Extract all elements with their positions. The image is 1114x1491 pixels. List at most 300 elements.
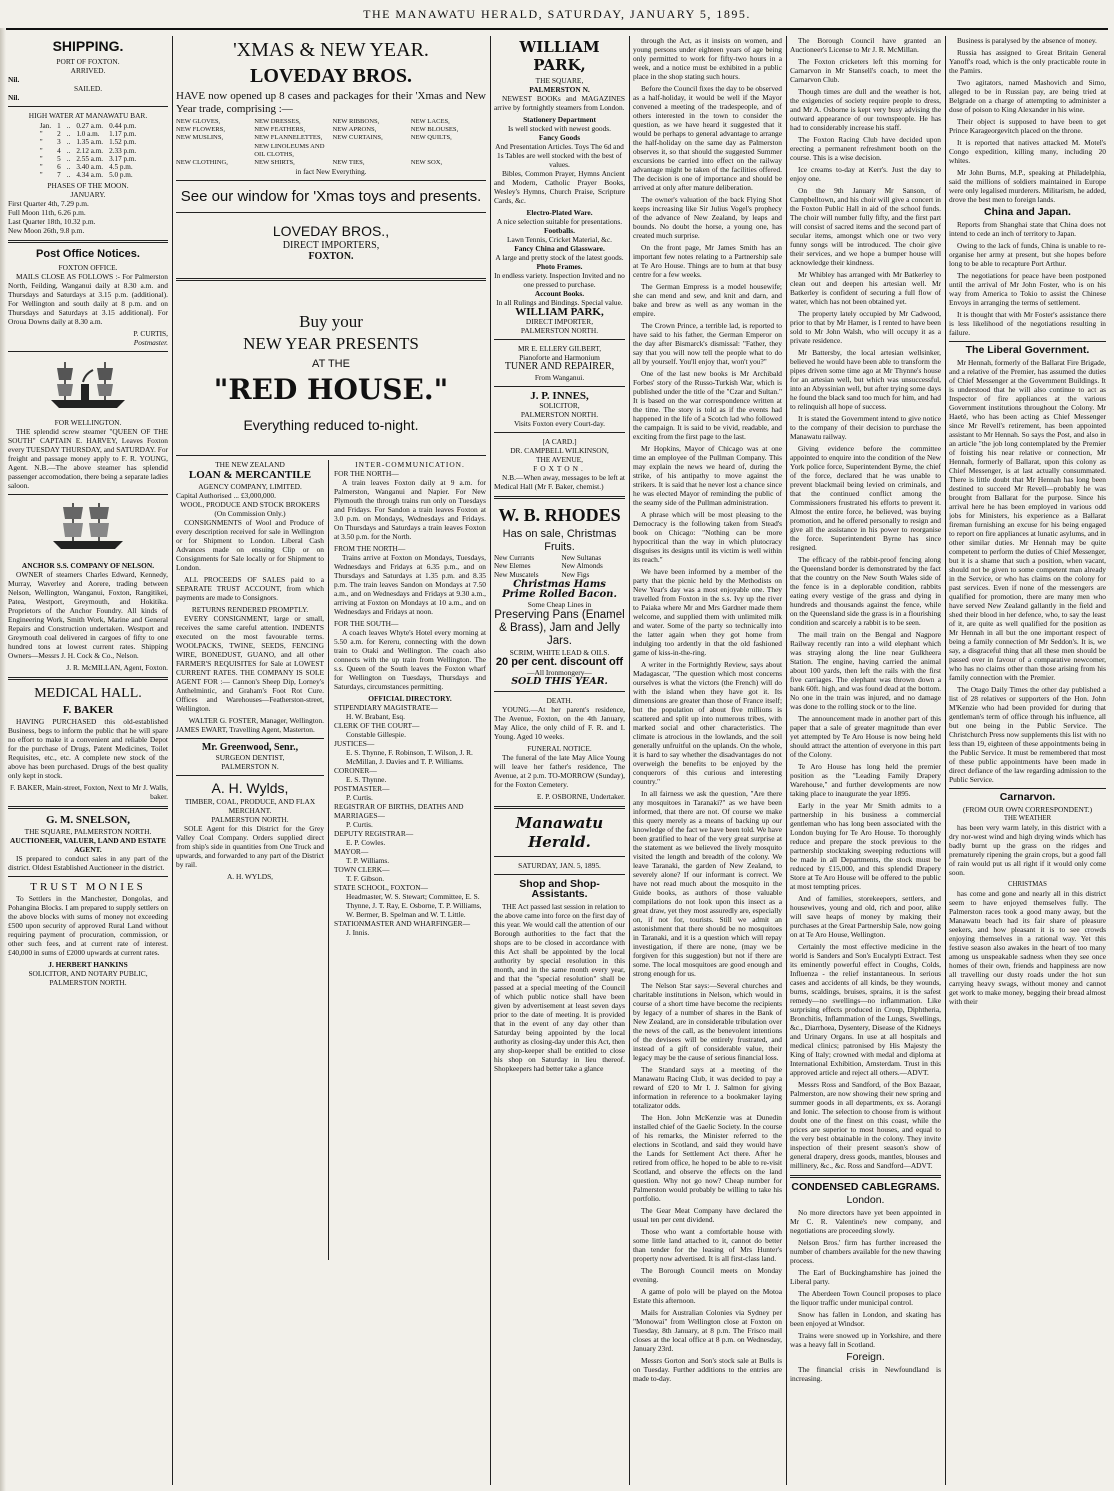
steamer-ship-icon <box>45 356 131 414</box>
window-text: See our window for 'Xmas toys and presents. <box>180 188 482 206</box>
fancy-text: And Presentation Articles. Toys The 6d and 1s Tables are well stocked with the best of values. <box>495 142 624 169</box>
news-paragraph: The Foxton Racing Club have decided upon erecting a permanent refreshment booth on the course. This is a wise decision. <box>790 135 941 162</box>
sailing-ship-icon <box>45 499 131 557</box>
tide-cell: 0.44 p.m. <box>109 122 137 130</box>
snelson-text: IS prepared to conduct sales in any part of the district. Oldest Established Auctioneer in the district. <box>8 854 168 873</box>
wylds-town: PALMERSTON NORTH. <box>211 815 289 825</box>
importers-town: FOXTON. <box>308 250 354 262</box>
sold-text: SOLD THIS YEAR. <box>511 675 608 687</box>
anchor-heading: ANCHOR S.S. COMPANY OF NELSON. <box>21 561 155 571</box>
column-2-lower <box>176 460 486 1260</box>
cable-paragraph: Snow has fallen in London, and skating has been enjoyed at Windsor. <box>790 1310 941 1328</box>
news-paragraph: The Nelson Star says:—Several churches and charitable institutions in Nelson, which would in course of a short time have become the recipients by legacy of a number of shares in the Bank of New Zealand, are in considerable tribulation over the news of the call, as the benevolent intentions of the devisees will be entirely frustrated, and instead of a gift of considerable value, their legacy may be the cause of serious financial loss. <box>633 981 782 1062</box>
tide-cell: " <box>39 138 43 147</box>
news-paragraph: The owner's valuation of the back Flying Shot keeps increasing like Sir Julius Vogel's prophecy of the advance of New Zealand, by leaps and bounds. No doubt the horse, a young one, has created much surprise. <box>633 195 782 240</box>
column-5 <box>790 36 941 1485</box>
moon-heading: PHASES OF THE MOON. <box>47 181 129 191</box>
anchor-sign: J. R. McMILLAN, Agent, Foxton. <box>66 663 168 673</box>
scrim-text: SCRIM, WHITE LEAD & OILS. <box>509 648 610 658</box>
tide-heading: HIGH WATER AT MANAWATU BAR. <box>28 111 148 120</box>
directory-role: TOWN CLERK— <box>334 864 390 874</box>
divider <box>790 1175 941 1178</box>
christmas-heading: CHRISTMAS <box>1008 881 1047 888</box>
football-text: Lawn Tennis, Cricket Material, &c. <box>506 235 613 244</box>
china-text: A large and pretty stock of the latest goods. <box>495 253 624 262</box>
post-office-subheading: FOXTON OFFICE. <box>58 263 118 273</box>
weather-heading: THE WEATHER <box>1003 815 1052 822</box>
goods-item: NEW SOX, <box>410 159 443 167</box>
post-office-heading: Post Office Notices. <box>36 248 140 261</box>
tide-cell: 1.17 p.m. <box>109 130 137 139</box>
snelson-heading: G. M. SNELSON, <box>45 814 131 827</box>
greenwood-sub: SURGEON DENTIST, <box>215 753 285 763</box>
news-paragraph: Certainly the most effective medicine in the world is Sanders and Son's Eucalypti Extract. Test its eminently powerful effect in Coughs, Colds, Influenza - the relief instantaneous. In serious cases and accidents of all kinds, be they wounds, burns, scaldings, bruises, sprains, it is the safest remedy—no swellings—no inflammation. Like surprising effects produced in Croup, Diphtheria, Bronchitis, Inflammation of the Lungs, Swellings, &c., Diarrhoea, Dysentery, Disease of the Kidneys and Urinary Organs. In use at all hospitals and medical clinics; patronised by His Majesty the King of Italy; crowned with medal and diploma at International Exhibition, Amsterdam. Trust in this approved article and reject all others.—ADVT. <box>790 942 941 1077</box>
stationery-heading: Stationery Department <box>523 115 596 124</box>
foreign-text: The financial crisis in Newfoundland is increasing. <box>790 1365 941 1383</box>
news-paragraph: One of the last new books is Mr Archibald Forbes' story of the Russo-Turkish War, which is published under the title of the "Czar and Sultan." It is based on the war correspondence written at the time. The story is told as if the events had happened in the life of a Scotch lad who followed the campaign. It is said to be vivid, readable, and exciting from the first page to the last. <box>633 369 782 441</box>
hankins-sign: J. HERBERT HANKINS <box>48 960 128 970</box>
loan-agency-ad <box>176 460 324 881</box>
tide-cell: 5.0 p.m. <box>109 171 133 180</box>
divider <box>8 240 168 243</box>
loan-sign: WALTER G. FOSTER, Manager, Wellington. <box>188 715 324 725</box>
goods-item: NEW GLOVES, <box>176 118 221 125</box>
death-heading: DEATH. <box>546 695 573 705</box>
carnarvon-sub: (FROM OUR OWN CORRESPONDENT.) <box>962 805 1093 814</box>
wylds-sign: A. H. WYLDS, <box>226 872 274 882</box>
red-house-name: "RED HOUSE." <box>213 372 449 406</box>
column-rule <box>490 36 491 1485</box>
electro-heading: Electro-Plated Ware. <box>526 208 593 217</box>
cable-paragraph: The Earl of Buckinghamshire has joined the Liberal party. <box>790 1268 941 1286</box>
goods-item <box>176 143 251 159</box>
divider <box>494 432 625 433</box>
greenwood-town: PALMERSTON N. <box>221 762 279 772</box>
importers-sub: DIRECT IMPORTERS, <box>282 240 380 252</box>
news-paragraph: The Foxton cricketers left this morning for Carnarvon in Mr Stansell's coach, to meet the Carnarvon Club. <box>790 57 941 84</box>
loveday-heading: LOVEDAY BROS. <box>250 65 412 87</box>
divider <box>8 876 168 877</box>
loan-wool: WOOL, PRODUCE AND STOCK BROKERS <box>180 499 320 509</box>
tide-row <box>37 122 139 130</box>
loan-capital: Capital Authorised ... £3,000,000. <box>176 490 276 500</box>
moon-phase-item: New Moon 26th, 9.8 p.m. <box>8 226 85 236</box>
news-paragraph: Ice creams to-day at Kerr's. Just the day to enjoy one. <box>790 165 941 183</box>
directory-name: P. Curtis. <box>346 819 373 829</box>
tide-cell: 3.17 p.m. <box>109 154 137 163</box>
news-paragraph: Though times are dull and the weather is hot, the exigencies of society require people to dress, and Mr A. Osborne is kept very busy advising the outward appearance of our townspeople. He has had to considerably increase his staff. <box>790 87 941 132</box>
news-paragraph: The efficacy of the rabbit-proof fencing along the Queensland border is demonstrated by the fact that the country on the New South Wales side of the fence is in a deplorable condition, rabbits eating every vestige of the grass and dying in hundreds and thousands against the fence, while on the Queensland side the grass is in a flourishing condition and scarcely a rabbit is to be seen. <box>790 555 941 627</box>
divider <box>176 775 324 776</box>
tide-cell: 2 <box>57 130 61 139</box>
inter-from-north-label: FROM THE NORTH— <box>334 543 406 553</box>
shipping-heading: SHIPPING. <box>52 38 124 54</box>
tide-cell: " <box>39 171 43 180</box>
carnarvon-heading: Carnarvon. <box>999 791 1056 803</box>
cable-paragraph: Mr John Burns, M.P., speaking at Philadelphia, said the millions of soldiers maintained in Europe were only legalised murderers. Militarism, he added, drove the best men to foreign lands. <box>949 168 1106 204</box>
stationery-text: Is well stocked with newest goods. <box>507 124 612 133</box>
park-heading: WILLIAM PARK, <box>519 38 600 74</box>
death-text: YOUNG.—At her parent's residence, The Avenue, Foxton, on the 4th January, May Alice, the only child of F. R. and I. Young. Aged 10 weeks. <box>494 704 625 741</box>
trust-monies-text: To Settlers in the Manchester, Dongolas, and Pohangina Blocks. I am prepared to supply settlers on the above blocks with sums of money not exceeding £500 upon security of approved Rural Land without requiring payment of procuration, commission, or other such fees, and at current rate of interest. £40,000 in sums of £2000 upwards at current rates. <box>8 894 168 958</box>
loveday-intro: HAVE now opened up 8 cases and packages for their 'Xmas and New Year trade, comprising :— <box>176 90 486 115</box>
goods-item <box>411 143 486 159</box>
divider <box>494 339 625 340</box>
news-paragraph: The property lately occupied by Mr Cadwood, prior to that by Mr Hamer, is I rented to have been sold to Mr John Walsh, who will occupy it as a private residence. <box>790 309 941 345</box>
tide-cell: 6 <box>57 163 61 172</box>
news-paragraph: Mr Hopkins, Mayor of Chicago was at one time an employee of the Pullman Company. This may explain the news we heard of, during the strike, of his antipathy to move against the strikers. It is said that he never lost a chance since he was elected Mayor of reminding the public of the seamy side of the Pullman administration. <box>633 444 782 507</box>
divider <box>494 691 625 692</box>
fruit-item: New Almonds <box>561 562 603 571</box>
goods-item: NEW LACES, <box>410 118 450 125</box>
page-fold-shadow <box>0 28 6 1491</box>
park-text: NEWEST BOOKs and MAGAZINES arrive by fortnightly steamers from London. <box>494 94 625 112</box>
news-paragraph: Before the Council fixes the day to be observed as a half-holiday, it would be well if the Mayor convened a meeting of the tradespeople, and of others interested in the town to consider the question, as we have heard it suggested that it would be perhaps to general advantage to arrange the half-holiday on the same day as Palmerston observes it, so that should the suggested Summer excursions be carried into effect on the railway advantage might be taken of the facilities offered. The decision is one of importance and should be arrived at only after mature deliberation. <box>633 84 782 192</box>
goods-list <box>176 118 486 167</box>
tide-cell: 1.0 a.m. <box>76 130 100 139</box>
directory-role: POSTMASTER— <box>334 783 390 793</box>
cable-paragraph: Owing to the lack of funds, China is unable to re-organise her army at present, but she hopes before long to be able to recapture Port Arthur. <box>949 241 1106 268</box>
photo-text: In endless variety. Inspection Invited and no one pressed to purchase. <box>494 271 625 289</box>
park-sub: THE SQUARE, <box>535 76 584 85</box>
masthead-rule <box>6 28 1108 30</box>
divider <box>176 455 486 456</box>
medical-hall-owner: F. BAKER <box>62 704 114 717</box>
loan-text-1: CONSIGNMENTS of Wool and Produce of every description received for sale in Wellington or for Shipment to London. Liberal Cash Advances made on ensuing Clip or on Consignments for Sale locally or for Shipment to London. <box>176 517 324 572</box>
divider <box>494 386 625 387</box>
news-paragraph: On the front page, Mr James Smith has an important few notes relating to a Partnership sale at Te Aro House. Things are to hum at that busy centre for a few weeks. <box>633 243 782 279</box>
innes-heading: J. P. INNES, <box>530 389 589 402</box>
tide-cell: 1 <box>57 122 61 130</box>
wylds-heading: A. H. Wylds, <box>211 780 289 797</box>
column-4 <box>633 36 782 1485</box>
park-town: PALMERSTON N. <box>529 85 590 94</box>
park2-heading: WILLIAM PARK, <box>515 306 604 318</box>
goods-tail: in fact New Everything. <box>295 167 367 177</box>
goods-item: NEW APRONS, <box>332 126 377 134</box>
presents-reduced: Everything reduced to-night. <box>243 416 419 433</box>
snelson-address: THE SQUARE, PALMERSTON NORTH. <box>24 827 152 837</box>
tide-cell: .. <box>66 130 71 139</box>
tide-cell: .. <box>66 163 71 172</box>
liberal-articles <box>949 358 1106 784</box>
news-paragraph: Mr Whibley has arranged with Mr Batkerley to clean out and deepen his artesian well. Mr Batkerley is confident of securing a full flow of water, which has not been obtained yet. <box>790 270 941 306</box>
directory-role: STIPENDIARY MAGISTRATE— <box>334 702 438 712</box>
goods-item: NEW QUILTS, <box>410 134 452 142</box>
inter-south-text: A coach leaves Whyte's Hotel every morning at 5.50 a.m. for Kereru, connecting with the down train to Otaki and Wellington. The coach also connects with the up train from Wellington. The s.s. Queen of the South leaves the Foxton wharf for Wellington on Tuesdays, Thursdays and Saturdays, circumstances permitting. <box>334 627 486 691</box>
directory-name: Headmaster, W. S. Stewart; Committee, E. S. Thynne, J. T. Ray, E. Osborne, T. P. Williams, W. Bermer, B. Spelman and W. T. Little. <box>346 891 482 919</box>
cable-paragraph: It is thought that with Mr Foster's assistance there is less likelihood of the negotiations resulting in failure. <box>949 310 1106 337</box>
wellington-heading: FOR WELLINGTON. <box>54 418 122 428</box>
news-paragraph: The mail train on the Bengal and Nagpore Railway recently ran into a wild elephant which was straying along the line near Gulkheera Station. The engine, having carried the animal about 100 yards, then left the rails with the first five carriages. The elephant was thrown down a bank 60ft. high, and was found dead at the bottom. No one in the train was injured, and no damage was done to the rolling stock or to the line. <box>790 630 941 711</box>
news-paragraph: Mr Battersby, the local artesian wellsinker, believed he would have been able to transform the pipes driven some time ago at Mr Thynne's house for an artesian well, but which was unsuccessful, into an Abyssinian well, but after trying some days he found the black sand too much for him, and had to relinquish all hope of success. <box>790 348 941 411</box>
news-paragraph: A phrase which will be most pleasing to the Democracy is the following taken from Stead's book on Chicago: "Nothing can be more hypocritical than the way in which plutocracy disguises its designs until its victim is well within its reach." <box>633 510 782 564</box>
news-paragraph: The Gear Meat Company have declared the usual ten per cent dividend. <box>633 1206 782 1224</box>
news-paragraph: The Standard says at a meeting of the Manawatu Racing Club, it was decided to pay a reward of £20 to Mr I. J. Salmon for giving information in reference to a bookmaker laying totalizator odds. <box>633 1065 782 1110</box>
innes-town: PALMERSTON NORTH. <box>520 409 599 419</box>
divider <box>8 106 168 107</box>
tide-cell: 2.33 p.m. <box>109 146 137 155</box>
divider <box>494 856 625 857</box>
column-rule <box>172 36 173 1485</box>
tide-cell: .. <box>66 122 71 130</box>
column-1 <box>8 36 168 1485</box>
china-japan-heading: China and Japan. <box>984 206 1071 218</box>
wylds-text: SOLE Agent for this District for the Grey Valley Coal Company. Orders supplied direct from ship's side in quantities from One Truck and upwards, and forwarded to any part of the District by rail. <box>176 824 324 870</box>
tide-cell: 7 <box>57 171 61 180</box>
inter-from-north-text: Trains arrive at Foxton on Mondays, Tuesdays, Wednesdays and Fridays at 6.35 p.m., and on Thursdays and Saturdays at 1.35 p.m. and 8.35 p.m. The train leaves Sandon on Mondays at 7.50 a.m., and on Wednesdays and Fridays at 9.30 a.m., arriving at Foxton on Mondays at 10 a.m., and on Wednesdays and Fridays at noon. <box>334 552 486 616</box>
directory-name: J. Innis. <box>346 927 370 937</box>
moon-phase-item: Full Moon 11th, 6.26 p.m. <box>8 208 86 218</box>
loan-commission: (On Commission Only.) <box>214 508 286 518</box>
directory-name: P. Curtis. <box>346 792 373 802</box>
divider <box>8 351 168 352</box>
funeral-heading: FUNERAL NOTICE. <box>527 743 592 753</box>
tide-cell: 1.52 p.m. <box>109 138 137 147</box>
gilbert-sub: Pianoforte and Harmonium <box>519 353 600 363</box>
arrived-label: ARRIVED. <box>70 66 106 75</box>
tide-cell: .. <box>66 154 71 163</box>
directory-role: DEPUTY REGISTRAR— <box>334 828 414 838</box>
tide-cell: .. <box>66 171 71 180</box>
news-paragraph: The Borough Council meets on Monday evening. <box>633 1266 782 1284</box>
innes-text: Visits Foxton every Court-day. <box>513 418 606 428</box>
presents-new-year: NEW YEAR PRESENTS <box>243 333 419 353</box>
presents-at-the: AT THE <box>312 357 350 370</box>
news-paragraph: Messrs Gorton and Son's stock sale at Bulls is on Tuesday. Further additions to the entries are made to-day. <box>633 1356 782 1383</box>
leader-heading: Shop and Shop-Assistants. <box>519 877 600 901</box>
funeral-text: The funeral of the late May Alice Young will leave her father's residence, The Avenue, at 2 p.m. TO-MORROW (Sunday), for the Foxton Cemetery. <box>494 752 625 789</box>
cable-paragraph: Russia has assigned to Great Britain General Yanoff's road, which is the only practicable route in the Pamirs. <box>949 48 1106 75</box>
anchor-text: OWNER of steamers Charles Edward, Kennedy, Murray, Waverley and Aorere, trading between Nelson, Wellington, Wanganui, Foxton, Rangitikei, Patea, Westport, Greymouth, and Hokitika. Proprietors of the Anchor Foundry. All kinds of Engineering Work, Smith Work, Marine and General Repairs and Construction undertaken. Westport and Greymouth coal delivered in cargoes of fifty to one hundred tons at lowest current rates. Shipping Owners—Messrs J. H. Cock & Co., Nelson. <box>8 570 168 661</box>
tide-cell: " <box>39 154 43 163</box>
loan-ewart: JAMES EWART, Travelling Agent, Masterton. <box>176 724 315 734</box>
divider <box>494 874 625 875</box>
medical-hall-text: HAVING PURCHASED this old-established Business, begs to inform the public that he will spare no effort to make it a convenient and reliable Depot for the purchase of Drugs, Patent Medicines, Toilet Requisites, etc., etc. A complete new stock of the above has been purchased. Drugs of the best quality only kept in stock. <box>8 717 168 781</box>
weather-text: has been very warm lately, in this district with a dry nor-west wind and high drying winds which has badly burnt up the grass on the ridges and prematurely ripening the grain crops, but a good fall of rain would put us all right if it would only come soon. <box>949 823 1106 877</box>
rhodes-heading: W. B. RHODES <box>498 504 621 525</box>
column-6 <box>949 36 1106 1485</box>
tide-cell: 4.5 p.m. <box>109 163 133 172</box>
liberal-heading: The Liberal Government. <box>965 344 1090 356</box>
directory-name: Constable Gillespie. <box>346 729 406 739</box>
loan-text-3: EVERY CONSIGNMENT, large or small, receives the same careful attention. INDENTS executed on the most favourable terms. WOOLPACKS, TWINE, SEEDS, FENCING WIRE, BONEDUST, GUANO, and all other FARMER'S REQUISITES for Sale at LOWEST CURRENT RATES. THE COMPANY IS SOLE AGENT FOR :— Cannon's Sheep Dip, Lorney's Anthelmintic, and Graham's Foot Rot Cure. Offices and Warehouses—Featherston-street, Wellington. <box>176 613 324 713</box>
fruit-item: New Figs <box>561 571 590 580</box>
column-rule <box>945 36 946 1485</box>
park2-sub: DIRECT IMPORTER, <box>525 317 594 327</box>
rhodes-sub: Has on sale, Christmas Fruits. <box>502 527 617 553</box>
cable-paragraph: The negotiations for peace have been postponed until the arrival of Mr John Foster, who is on his way from America to Tokio to assist the Chinese Envoys in arranging the terms of settlement. <box>949 271 1106 307</box>
tide-cell: 4 <box>57 146 61 155</box>
news-paragraph: We have been informed by a member of the party that the picnic held by the Methodists on New Year's day was a most enjoyable one. They travelled from Foxton in the s.s. Ivy up the river to Paiaka where Mr and Mrs Gardner made them welcome, and supplied them with unlimited milk and water. Some of the party so technically into the latter again when they got home from indulging too ardently in that the old fashioned game of kiss-in-the-ring. <box>633 567 782 657</box>
leader-text: THE Act passed last session in relation to the above came into force on the first day of this year. We would call the attention of our Borough authorities to the fact that the shops are to be closed in accordance with this Act shall be appointed by the local authority by special resolution in this month, and in the same month every year, and that the "special resolution" shall be passed at a special meeting of the Council of which public notice shall have been given by advertisement at least seven days prior to the date of meeting. It is provided that in the event of any day other than Saturday being appointed by the local authority as closing-day under this Act, then any shop-keeper shall be entitled to close his shop on Saturday in lieu thereof. Shopkeepers had better take a glance <box>494 902 625 1074</box>
divider <box>8 494 168 495</box>
tide-row <box>37 147 139 155</box>
tide-cell: " <box>39 163 43 172</box>
tide-cell: 5 <box>57 154 61 163</box>
news-paragraph: And of families, storekeepers, settlers, and housewives, young and old, rich and poor, alike will save heaps of money by making their purchases at the Great Partnership Sale, now going on at Te Aro House, Wellington. <box>790 894 941 939</box>
column-rule <box>786 36 787 1485</box>
divider <box>949 341 1106 342</box>
cable-paragraph: It is reported that natives attacked M. Motel's Congo expedition, killing many, including 20 whites. <box>949 138 1106 165</box>
divider <box>494 496 625 499</box>
directory-role: CORONER— <box>334 765 377 775</box>
news-paragraph: Giving evidence before the committee appointed to enquire into the condition of the New York police force, Superintendent Byrne, the chief of the force, declared that he was unable to prevent blackmail being levied on criminals, and that the continued conflict among the Commissioners frustrated his efforts to prevent it. Almost the entire force, he believed, was buying promotion, and he offered personally to resign and give all the assistance in his power to reorganise the force. Superintendent Byrne has since resigned. <box>790 444 941 552</box>
divider <box>8 677 168 680</box>
pans-text: Preserving Pans (Enamel & Brass), Jam and Jelly Jars. <box>494 609 625 648</box>
china-japan-articles <box>949 220 1106 337</box>
news-paragraph: The German Empress is a model housewife; she can mend and sew, and knit and darn, and bake and brew as well as any woman in the empire. <box>633 282 782 318</box>
greenwood-heading: Mr. Greenwood, Senr., <box>201 741 299 753</box>
divider <box>176 278 486 281</box>
card-label: [A CARD.] <box>542 436 577 446</box>
directory-role: STATE SCHOOL, FOXTON— <box>334 882 428 892</box>
directory-name: H. W. Brabant, Esq. <box>346 711 405 721</box>
christmas-text: has come and gone and nearly all in this district seem to have enjoyed themselves fully. The Palmerston races took a good many away, but the Manawatu beach had its fair share of pleasure seekers, and how pleasant it is to see crowds enjoying themselves in a rational way. Yet this festive season also awakes in the heart of too many among us unspeakable sadness when they see once homes of their own, friends and happiness are now all travelling our dusty roads under the hot sun carrying heavy swags, without money and cannot get work to make money, begging their bread almost with their <box>949 889 1106 1006</box>
divider <box>494 806 625 809</box>
directory-heading: OFFICIAL DIRECTORY. <box>368 693 452 703</box>
goods-item: NEW CURTAINS, <box>332 134 383 142</box>
news-paragraph: A game of polo will be played on the Motoa Estate this afternoon. <box>633 1287 782 1305</box>
gilbert-heading: MR E. ELLERY GILBERT, <box>517 344 602 354</box>
moon-phase-list <box>8 199 168 235</box>
news-paragraph: Messrs Ross and Sandford, of the Box Bazaar, Palmerston, are now showing their new spring and summer goods in all departments, ex ss. Aorangi and Ionic. The selection to choose from is without doubt one of the finest on this coast, while the prices are superior to most houses, and equal to the very best obtainable in the colony. They invite inspection of their present season's show of general drapery, dress goods, mantles, blouses and millinery, &c., &c. Ross and Sandford—ADVT. <box>790 1080 941 1170</box>
directory-role: MAYOR— <box>334 846 369 856</box>
inter-south-label: FOR THE SOUTH— <box>334 618 399 628</box>
medical-hall-heading: MEDICAL HALL. <box>34 686 142 702</box>
goods-item: NEW FLANNELETTES, <box>254 134 323 142</box>
tide-cell: 1.35 a.m. <box>76 138 104 147</box>
tide-cell: .. <box>66 146 71 155</box>
port-label: PORT OF FOXTON. <box>56 57 120 66</box>
news-paragraph: The Borough Council have granted an Auctioneer's License to Mr J. R. McMillan. <box>790 36 941 54</box>
fruit-item: New Muscatels <box>494 571 539 580</box>
column-rule <box>328 460 329 1260</box>
cable-heading: CONDENSED CABLEGRAMS. <box>791 1181 940 1193</box>
directory-name: T. F. Gibson. <box>346 873 385 883</box>
news-paragraph: The Otago Daily Times the other day published a list of 28 relatives or supporters of the Hon. John M'Kenzie who had been provided for during that gentleman's term of office through his influence, all but one being in the Public Service. The Christchurch Press now supplements this list with no less than 19, eighteen of these appointments being in the Public Service. It must be remembered that most of these public appointments have been made in direct defiance of the law regarding admission to the Public Service. <box>949 685 1106 784</box>
directory-name: E. P. Cowles. <box>346 837 386 847</box>
news-paragraph: Mr Hennah, formerly of the Ballarat Fire Brigade, and a relative of the Premier, has assumed the duties of Chief Messenger at the Government Buildings. It is understood that he will also continue to act as Inspector of fire appliances at the various Government institutions throughout the Colony. Mr Haeté, who has been acting as Chief Messenger since Mr Revell's retirement, has been appointed assistant to Mr Hennah. So says the Post, and also in an article "the job long contemplated by the Premier of foisting his near relative or connection, Mr Hennah, formerly of Ballarat, upon this colony as Chief Messenger, is at last actually consummated. There is little doubt that Mr Hennah has long been destined to succeed Mr Revell—probably he was brought from Ballarat for the purpose. Since his arrival here he has been employed in various odd jobs for Ministers, his experience as a Ballarat fireman furnishing an excuse for his being engaged to report on fire appliances at lunatic asylums, and in other similar duties. Mr Hennah may be quite competent to perform the duties of Chief Messenger, but it is a shame that such a position, when vacant, should not be given to some competent man already in the Service, or who has claims on the colony for past services. Even if none of the messengers are qualified for promotion, there are many men who have served New Zealand gallantly in the field and shed their blood in her defence, who, to say the least of it, are quite as well qualified for the position as Mr Hennah in all but the one important respect of being a family connection of Mr Seddon's. It is, we say, a disgraceful thing that all these men should be passed over in favour of a comparative newcomer, who has no claims other than those arising from his family connection with the Premier. <box>949 358 1106 682</box>
herald-title: Manawatu Herald. <box>515 813 604 851</box>
electro-text: A nice selection suitable for presentations. <box>496 217 623 226</box>
wylds-sub: TIMBER, COAL, PRODUCE, AND FLAX MERCHANT. <box>184 797 316 816</box>
funeral-sign: E. P. OSBORNE, Undertaker. <box>536 791 625 801</box>
goods-item <box>333 143 408 159</box>
cable-paragraph: Nelson Bros.' firm has further increased the number of chambers available for the new thawing process. <box>790 1238 941 1265</box>
tide-row <box>37 130 139 138</box>
cable-paragraph: Their object is supposed to have been to get Prince Karageorgevitch placed on the throne. <box>949 117 1106 135</box>
directory-role: STATIONMASTER AND WHARFINGER— <box>334 918 471 928</box>
discount-text: 20 per cent. discount off <box>495 656 624 669</box>
directory-role: REGISTRAR OF BIRTHS, DEATHS AND MARRIAGES— <box>334 801 464 820</box>
masthead: THE MANAWATU HERALD, SATURDAY, JANUARY 5, 1895. <box>363 7 751 21</box>
cable-paragraph: Business is paralysed by the absence of money. <box>957 36 1097 45</box>
news-paragraph: Those who want a comfortable house with some little land attached to it, cannot do better than tender for the leasing of Mrs Hunter's property now advertised. It is all first-class land. <box>633 1227 782 1263</box>
account-text: In all Rulings and Bindings. Special value. <box>496 298 623 307</box>
xmas-heading: 'XMAS & NEW YEAR. <box>233 39 429 61</box>
london-articles <box>790 1208 941 1349</box>
football-heading: Footballs. <box>543 226 575 235</box>
post-office-text: MAILS CLOSE AS FOLLOWS :- For Palmerston North, Feilding, Wanganui daily at 8.30 a.m. and Thursdays and Saturdays at 3.15 p.m. (additional). For Wellington and south daily at 8 p.m. and on Thursdays and Saturdays at 3.15 additional). For Oroua Downs daily at 8.30 a.m. <box>8 272 168 327</box>
cable-paragraph: Two agitators, named Mashovich and Simo, alleged to be in Russian pay, are being tried at Belgrade on a charge of attempting to administer a dose of poison to King Alexander in his wine. <box>949 78 1106 114</box>
innes-sub: SOLICITOR, <box>539 400 580 410</box>
wilkinson-text: N.B.—When away, messages to be left at Medical Hall (Mr F. Baker, chemist.) <box>494 472 625 491</box>
goods-item: NEW DRESSES, <box>254 118 301 125</box>
cable-paragraph: No more directors have yet been appointed in Mr C. R. Valentine's new company, and negotiations are proceeding slowly. <box>790 1208 941 1235</box>
column-5-articles <box>790 36 941 1170</box>
wellington-text: THE splendid screw steamer "QUEEN OF THE SOUTH" CAPTAIN E. HARVEY, Leaves Foxton every TUESDAY THURSDAY, and SATURDAY. For freight and passage money apply to F. R. YOUNG, Agent. N.B.—The above steamer has splendid passenger accomodation, there being a separate ladies saloon. <box>8 427 168 491</box>
fruit-item: New Currants <box>494 553 535 562</box>
divider <box>176 738 324 739</box>
gilbert-role: TUNER AND REPAIRER, <box>504 361 615 373</box>
directory-role: CLERK OF THE COURT— <box>334 720 420 730</box>
tide-cell: " <box>39 146 43 155</box>
inter-north-text: A train leaves Foxton daily at 9 a.m. for Palmerston, Wanganui and Napier. For New Plymouth the through trains run only on Tuesdays and Fridays. For Sandon a train leaves Foxton at 3.0 p.m. on Mondays, Wednesdays and Fridays. On Thursdays and Saturdays a train leaves Foxton at 3.50 p.m. for the North. <box>334 477 486 541</box>
tide-cell: .. <box>66 138 71 147</box>
arrived-value: Nil. <box>8 75 20 84</box>
medical-hall-sign: F. BAKER, Main-street, Foxton, Next to Mr J. Walls, baker. <box>10 783 168 802</box>
cable-paragraph: Trains were snowed up in Yorkshire, and there was a heavy fall in Scotland. <box>790 1331 941 1349</box>
divider <box>949 788 1106 789</box>
goods-item: NEW FLOWERS, <box>176 126 225 134</box>
goods-item: NEW MUSLINS, <box>176 134 224 142</box>
tide-cell: 3.40 a.m. <box>76 163 104 172</box>
inter-heading: INTER-COMMUNICATION. <box>355 459 465 469</box>
foreign-heading: Foreign. <box>846 1351 885 1363</box>
tide-cell: Jan. <box>39 122 52 130</box>
news-paragraph: It is stated the Government intend to give notice to the company of their decision to purchase the Manawatu railway. <box>790 414 941 441</box>
tide-cell: 3 <box>57 138 61 147</box>
goods-item: NEW CLOTHING, <box>176 159 228 167</box>
directory-name: E. S. Thynne, F. Robinson, T. Wilson, J. R. McMillan, J. Davies and T. P. Williams. <box>346 747 473 766</box>
sailed-value: Nil. <box>8 93 20 102</box>
tide-cell: 2.55 a.m. <box>76 154 104 163</box>
goods-item: NEW BLOUSES, <box>410 126 459 134</box>
column-2 <box>176 36 486 1485</box>
sailed-label: SAILED. <box>73 84 103 93</box>
news-paragraph: Early in the year Mr Smith admits to a partnership in his business a commercial gentleman who has long been associated with the London buying for Te Aro House. To thoroughly reduce and prepare the stock previous to the partnership stocktaking sweeping reductions will be made in all Departments, the stock must be reduced by £15,000, and this splendid Drapery Store at Te Aro House will be offered to the public at most tempting prices. <box>790 801 941 891</box>
goods-item: NEW LINOLEUMS AND OIL CLOTHS, <box>254 142 325 158</box>
loan-text-2: ALL PROCEEDS OF SALES paid to a SEPARATE TRUST ACCOUNT, from which payments are made to Consignors. <box>176 574 324 602</box>
news-paragraph: A writer in the Fortnightly Review, says about Madagascar, "The question which most concerns ourselves is what the victors (the French) will do with the island when they have got it. Its dimensions are greater than those of France itself; but the population of about five millions is scattered and split up into numerous tribes, with marked social and other characteristics. The climate is atrocious in the lowlands, and the soil generally unfruitful on the uplands. On the whole, it is hard to say whether the disadvantages do not overweigh the benefits to be enjoyed by the conquerors of this curious and interesting country." <box>633 660 782 786</box>
directory-list <box>334 703 486 937</box>
divider <box>176 212 486 213</box>
herald-date: SATURDAY, JAN. 5, 1895. <box>518 860 601 870</box>
goods-item: NEW RIBBONS, <box>332 118 380 125</box>
ironmongery-text: —All Ironmongery— <box>527 667 592 677</box>
wilkinson-sub: THE AVENUE, <box>535 454 584 464</box>
tide-table <box>37 122 139 179</box>
column-6-articles <box>949 36 1106 204</box>
wilkinson-heading: DR. CAMPBELL WILKINSON, <box>510 445 609 455</box>
wilkinson-town: FOXTON. <box>533 463 586 473</box>
moon-phase-item: Last Quarter 18th, 10.32 p.m. <box>8 217 96 227</box>
news-paragraph: through the Act, as it insists on women, and young persons under eighteen years of age being only permitted to work for fifty-two hours in a week, and a notice must be exhibited in a public place in the shop stating such hours. <box>633 36 782 81</box>
tide-cell: 0.27 a.m. <box>76 122 104 130</box>
presents-buy: Buy your <box>299 311 363 331</box>
cheap-lines: Some Cheap Lines in <box>527 600 592 610</box>
cable-paragraph: The Aberdeen Town Council proposes to place the liquor traffic under municipal control. <box>790 1289 941 1307</box>
tide-cell: 2.12 a.m. <box>76 146 104 155</box>
news-paragraph: Mails for Australian Colonies via Sydney per "Monowai" from Wellington close at Foxton on Tuesday, 8th January, at 8 p.m. The Frisco mail closes at the local office at 8 p.m. on Wednesday, January 23rd. <box>633 1308 782 1353</box>
loan-returns: RETURNS RENDERED PROMPTLY. <box>191 604 309 614</box>
post-office-sign: P. CURTIS, <box>133 329 168 339</box>
london-heading: London. <box>846 1194 885 1206</box>
fruits-list <box>494 554 625 580</box>
bibles-text: Bibles, Common Prayer, Hymns Ancient and Modern, Catholic Prayer Books, Wesley's Hymns, Church Praise, Scripture Cards, &c. <box>494 169 625 205</box>
moon-month: JANUARY. <box>70 190 106 200</box>
